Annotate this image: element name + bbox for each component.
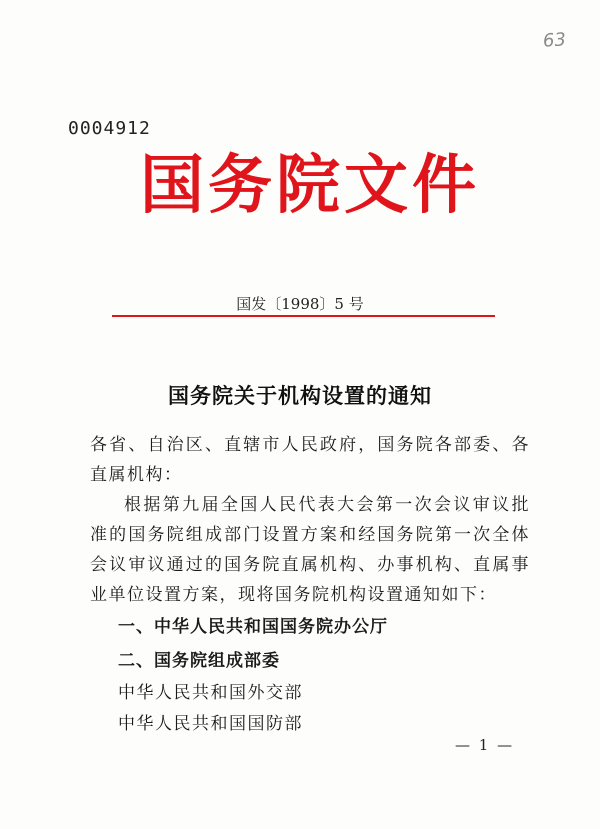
section-heading-1: 一、中华人民共和国国务院办公厅	[118, 617, 388, 637]
intro-paragraph: 根据第九届全国人民代表大会第一次会议审议批准的国务院组成部门设置方案和经国务院第一次全体会议审议通过的国务院直属机构、办事机构、直属事业单位设置方案，现将国务院机构设置通知如下：	[90, 495, 530, 605]
handwritten-page-mark: 63	[542, 29, 567, 52]
ministry-item: 中华人民共和国国防部	[118, 714, 303, 734]
document-number: 国发〔1998〕5 号	[236, 295, 364, 313]
archive-number: 0004912	[68, 118, 151, 139]
section-heading-2: 二、国务院组成部委	[118, 651, 280, 671]
ministry-item: 中华人民共和国外交部	[118, 683, 303, 703]
document-body	[90, 430, 530, 740]
addressee-line: 各省、自治区、直辖市人民政府，国务院各部委、各直属机构：	[90, 435, 530, 485]
page-number: — 1 —	[455, 736, 515, 754]
document-issuer-header: 国务院文件	[140, 149, 480, 223]
red-separator-line	[112, 315, 495, 317]
document-title: 国务院关于机构设置的通知	[168, 384, 432, 408]
